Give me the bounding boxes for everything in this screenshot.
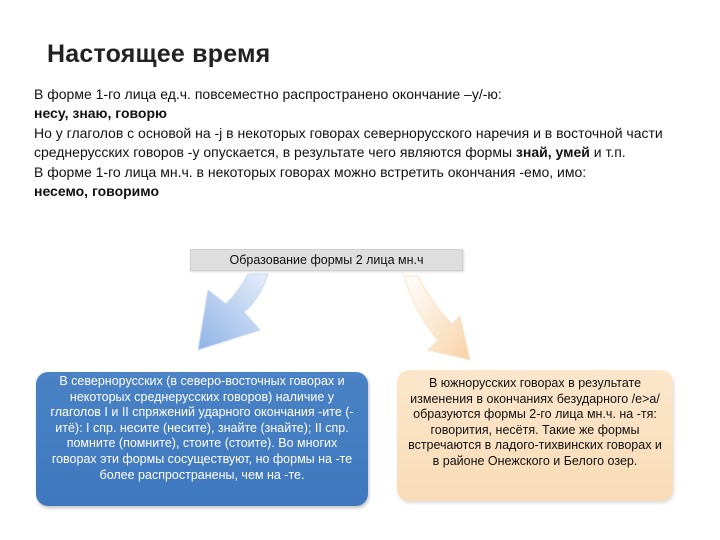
- paragraph-2-text: Но у глаголов с основой на -j в некоторых говорах севернорусского наречия и в восточной части среднерусских говоров -у опускается, в результате чего являются формы: [34, 124, 663, 161]
- arrow-down-left-icon: [198, 274, 268, 350]
- slide-title: Настоящее время: [47, 40, 271, 68]
- paragraph-2-tail: и т.п.: [589, 144, 626, 161]
- form-znai: знай: [515, 144, 548, 161]
- form-umei: умей: [555, 144, 590, 161]
- diagram-top-box: Образование формы 2 лица мн.ч: [190, 249, 463, 271]
- southern-dialects-box: В южнорусских говорах в результате изменения в окончаниях безударного /е>а/образуются формы 2-го лица мн.ч. на -тя: говорития, несётя. Такие же формы встречаются в ладого-тихвинских говорах и в районе Онежского и Белого озер.: [397, 370, 673, 501]
- arrow-down-right-icon: [404, 276, 470, 360]
- paragraph-1-text: В форме 1-го лица ед.ч. повсеместно распространено окончание –у/-ю:: [34, 86, 502, 102]
- examples-3: несемо, говоримо: [34, 183, 160, 200]
- paragraph-3-text: В форме 1-го лица мн.ч. в некоторых говорах можно встретить окончания -емо, имо:: [34, 163, 587, 180]
- form-separator: ,: [547, 144, 556, 161]
- examples-1: несу, знаю, говорю: [34, 105, 167, 122]
- northern-dialects-box: В севернорусских (в северо-восточных говорах и некоторых среднерусских говоров) наличие у глаголов I и II спряжений ударного окончания -ите (-итё): I спр. несите (несите), знайте (знайте); II спр. помните (помните), стоите (стоите). Во многих говорах эти формы сосуществуют, но формы на -те более распространены, чем на -те.: [36, 372, 368, 506]
